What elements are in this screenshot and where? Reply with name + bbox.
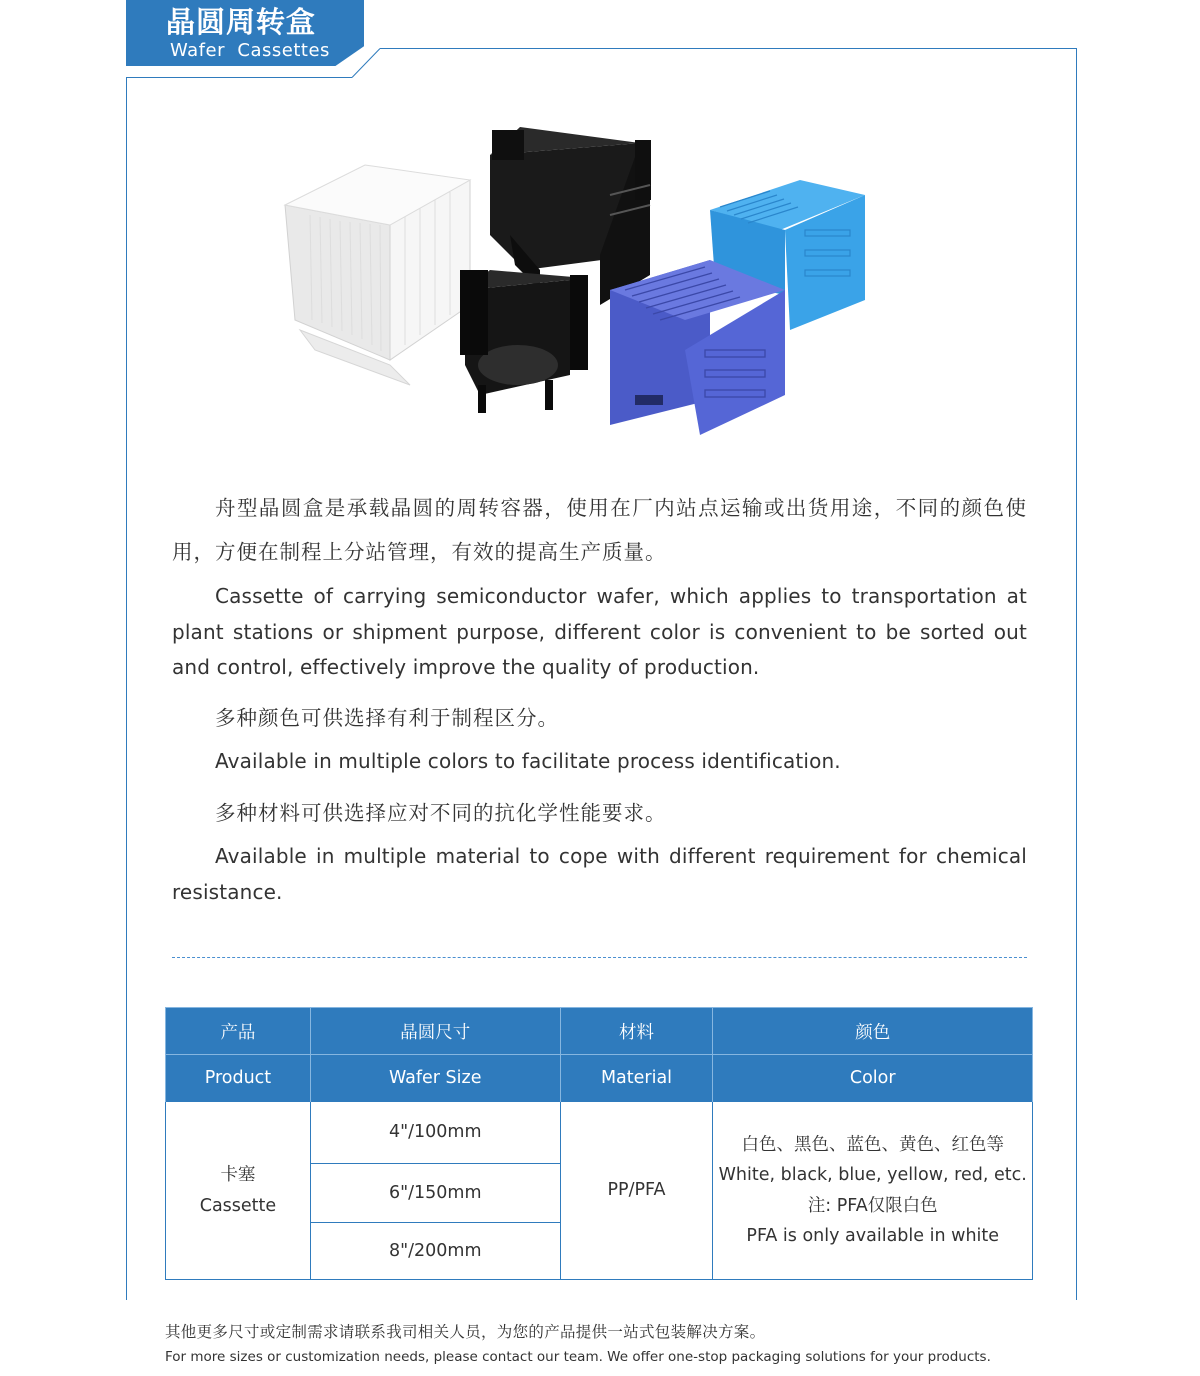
table-header-en bbox=[166, 1055, 1033, 1102]
section-title-zh: 晶圆周转盒 bbox=[166, 5, 317, 39]
description-zh-3: 多种材料可供选择应对不同的抗化学性能要求。 bbox=[215, 801, 667, 825]
color-line-zh: 白色、黑色、蓝色、黄色、红色等 bbox=[741, 1134, 1004, 1155]
header-material-zh: 材料 bbox=[560, 1008, 713, 1055]
description-en-3: Available in multiple material to cope with different requirement for chemical resistance. bbox=[172, 844, 1027, 904]
section-title-en: Wafer Cassettes bbox=[170, 40, 330, 61]
description-en-1: Cassette of carrying semiconductor wafer, which applies to transportation at plant stations or shipment purpose, different color is convenient to be sorted out and control, effectively improve the quality of production. bbox=[172, 584, 1027, 679]
frame-right-border bbox=[1076, 48, 1077, 1300]
header-material-en: Material bbox=[560, 1055, 713, 1102]
black-cassette-small bbox=[460, 270, 588, 413]
frame-left-border bbox=[126, 77, 127, 1300]
dashed-divider bbox=[172, 957, 1027, 958]
footer-note-en: For more sizes or customization needs, please contact our team. We offer one-stop packaging solutions for your products. bbox=[165, 1349, 991, 1365]
product-en: Cassette bbox=[199, 1195, 277, 1216]
header-wafer-size-en: Wafer Size bbox=[310, 1055, 560, 1102]
pfa-note-en: PFA is only available in white bbox=[746, 1226, 1000, 1246]
frame-top-border bbox=[380, 48, 1077, 49]
header-wafer-size-zh: 晶圆尺寸 bbox=[310, 1008, 560, 1055]
frame-inner-top-border bbox=[126, 77, 352, 78]
light-blue-cassette bbox=[710, 180, 865, 330]
product-zh: 卡塞 bbox=[220, 1165, 256, 1185]
color-line-en: White, black, blue, yellow, red, etc. bbox=[718, 1165, 1027, 1185]
header-color-en: Color bbox=[713, 1055, 1033, 1102]
frame-diagonal-border bbox=[350, 48, 380, 78]
pfa-note-zh: 注: PFA仅限白色 bbox=[807, 1195, 938, 1216]
size-cell-6in: 6"/150mm bbox=[310, 1164, 560, 1223]
description-en-2: Available in multiple colors to facilitate process identification. bbox=[215, 749, 841, 773]
wafer-cassettes-photo bbox=[240, 95, 960, 475]
description-zh-1: 舟型晶圆盒是承载晶圆的周转容器，使用在厂内站点运输或出货用途，不同的颜色使用，方便在制程上分站管理，有效的提高生产质量。 bbox=[172, 496, 1027, 564]
color-cell bbox=[713, 1102, 1033, 1280]
header-color-zh: 颜色 bbox=[713, 1008, 1033, 1055]
description-zh-2: 多种颜色可供选择有利于制程区分。 bbox=[215, 706, 559, 730]
header-product-zh: 产品 bbox=[166, 1008, 311, 1055]
footer-note-zh: 其他更多尺寸或定制需求请联系我司相关人员，为您的产品提供一站式包装解决方案。 bbox=[165, 1323, 766, 1341]
product-cell bbox=[166, 1102, 311, 1280]
size-cell-8in: 8"/200mm bbox=[310, 1223, 560, 1280]
purple-blue-cassette bbox=[610, 260, 785, 435]
header-product-en: Product bbox=[166, 1055, 311, 1102]
spec-table bbox=[165, 1007, 1033, 1280]
table-row bbox=[166, 1102, 1033, 1164]
size-cell-4in: 4"/100mm bbox=[310, 1102, 560, 1164]
table-header-zh bbox=[166, 1008, 1033, 1055]
white-cassette bbox=[285, 165, 470, 385]
material-cell: PP/PFA bbox=[560, 1102, 713, 1280]
